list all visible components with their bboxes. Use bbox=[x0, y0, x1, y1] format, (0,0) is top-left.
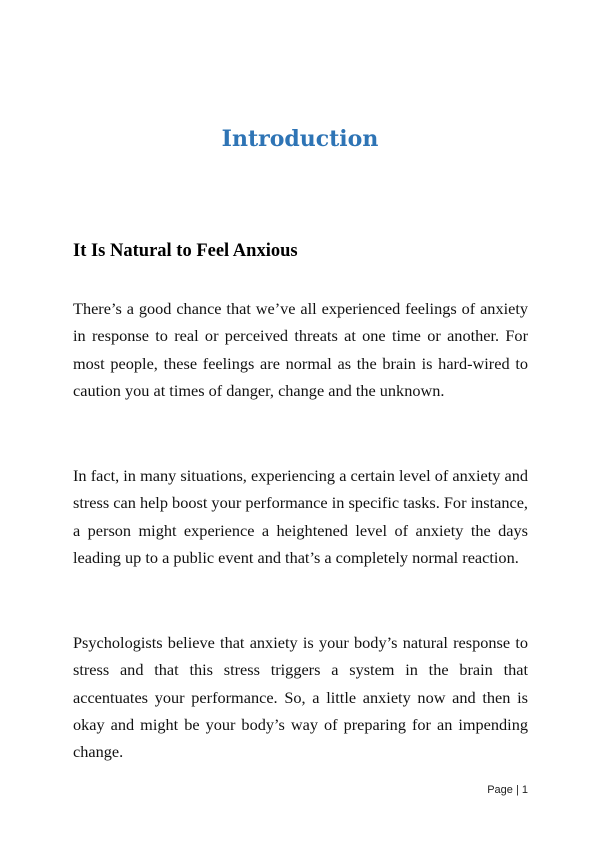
body-paragraph-3: Psychologists believe that anxiety is your body’s natural response to stress and that this stress triggers a system in the brain that accentuates your performance. So, a little anxiety now and then is okay and might be your body’s way of preparing for an impending change. bbox=[73, 633, 528, 762]
body-paragraph-2: In fact, in many situations, experiencing a certain level of anxiety and stress can help boost your performance in specific tasks. For instance, a person might experience a heightened level of anxiety the days leading up to a public event and that’s a completely normal reaction. bbox=[73, 466, 528, 567]
section-heading: It Is Natural to Feel Anxious bbox=[73, 241, 298, 261]
page-number: Page | 1 bbox=[487, 784, 528, 796]
page-title: Introduction bbox=[221, 126, 379, 152]
body-paragraph-1: There’s a good chance that we’ve all experienced feelings of anxiety in response to real or perceived threats at one time or another. For most people, these feelings are normal as the brain is hard-wired to caution you at times of danger, change and the unknown. bbox=[73, 299, 528, 400]
